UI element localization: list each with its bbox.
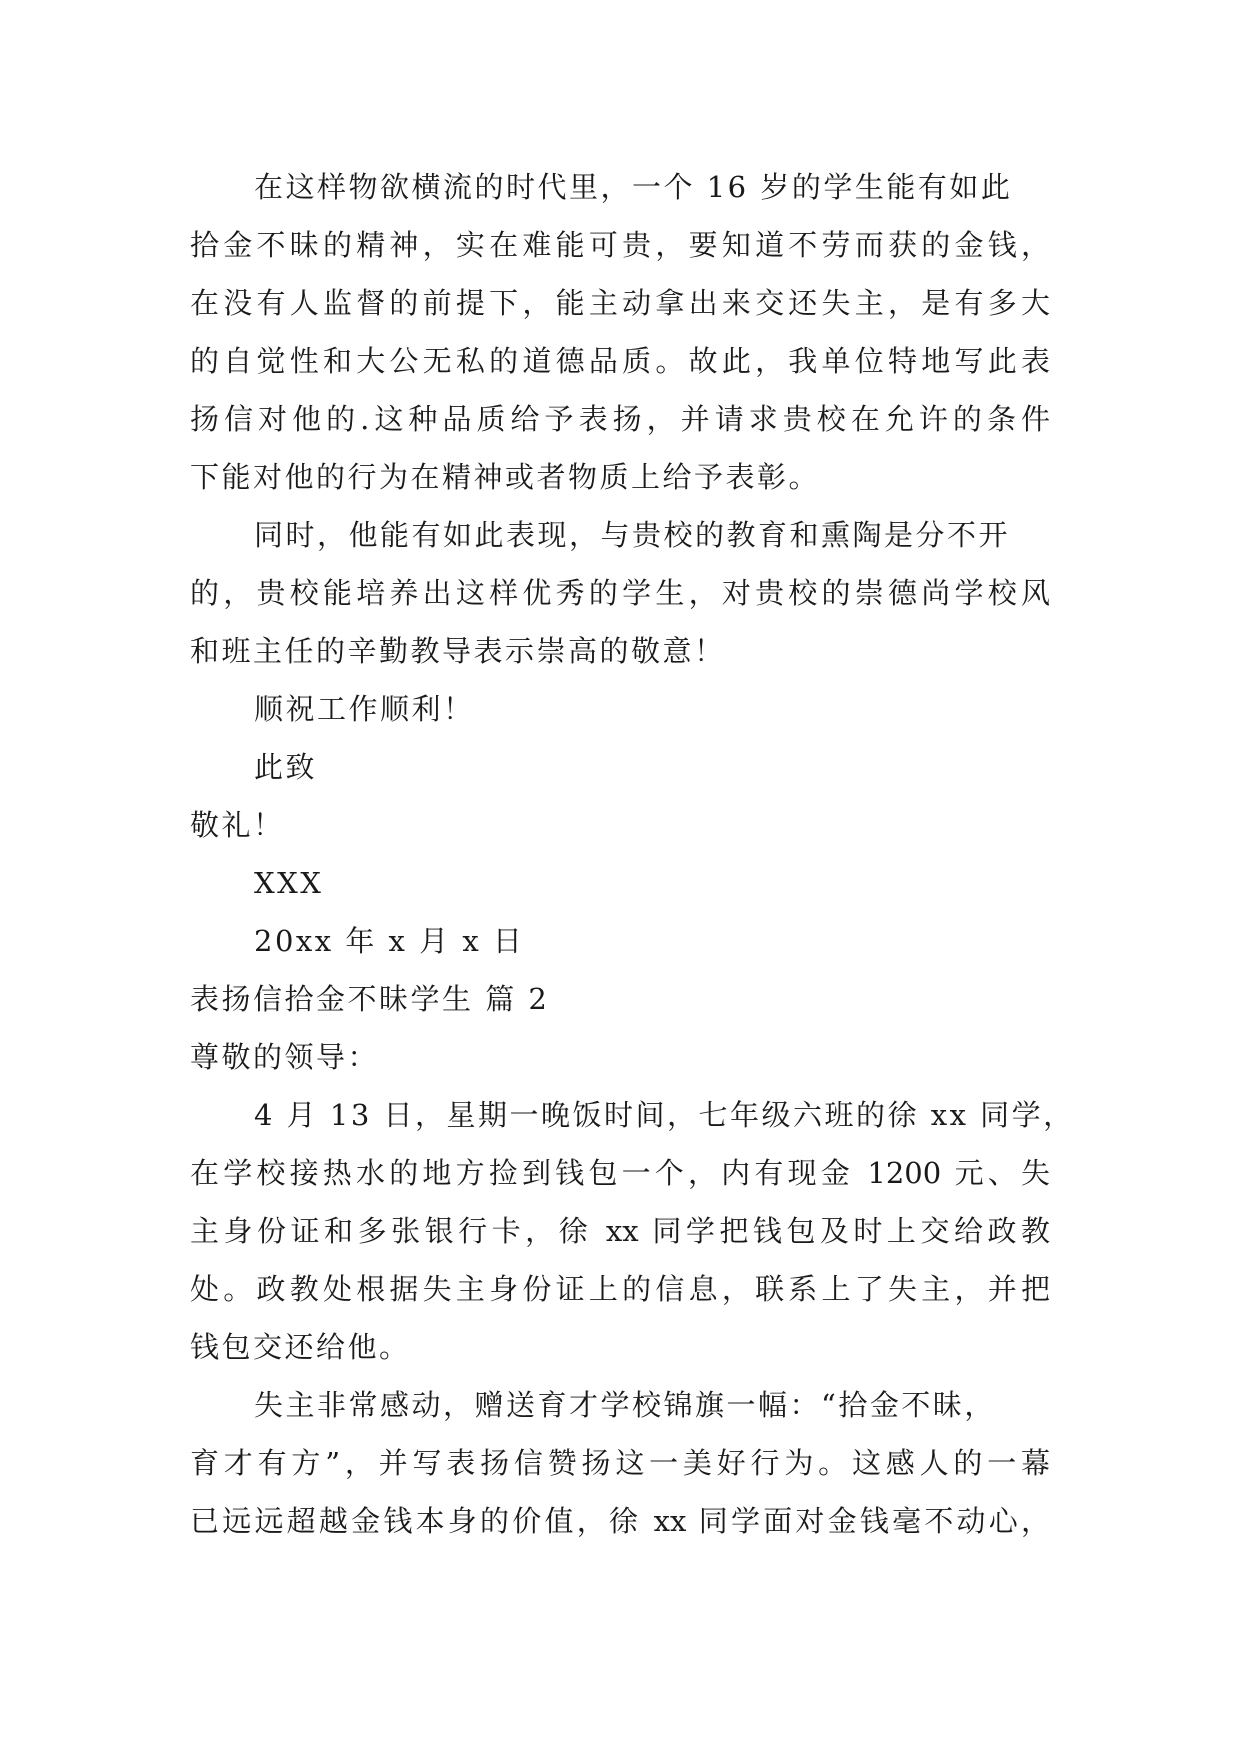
body-line: 和班主任的辛勤教导表示崇高的敬意！ <box>190 634 726 668</box>
body-line: 钱包交还给他。 <box>190 1330 411 1364</box>
body-line: 4 月 13 日，星期一晚饭时间，七年级六班的徐 xx 同学， <box>254 1098 1075 1132</box>
body-line: 的，贵校能培养出这样优秀的学生，对贵校的崇德尚学校风 <box>190 576 1050 610</box>
body-line: 扬信对他的.这种品质给予表扬，并请求贵校在允许的条件 <box>190 402 1050 436</box>
body-line: 在学校接热水的地方捡到钱包一个，内有现金 1200 元、失 <box>190 1156 1050 1190</box>
body-line: 主身份证和多张银行卡，徐 xx 同学把钱包及时上交给政教 <box>190 1214 1050 1248</box>
closing-salutation: 此致 <box>254 750 318 784</box>
body-line: 育才有方”，并写表扬信赞扬这一美好行为。这感人的一幕 <box>190 1446 1050 1480</box>
letter-greeting: 尊敬的领导： <box>190 1040 380 1074</box>
body-line: 拾金不昧的精神，实在难能可贵，要知道不劳而获的金钱， <box>190 228 1050 262</box>
body-line: 同时，他能有如此表现，与贵校的教育和熏陶是分不开 <box>254 518 1011 552</box>
closing-regards: 敬礼！ <box>190 808 285 842</box>
body-line: 在没有人监督的前提下，能主动拿出来交还失主，是有多大 <box>190 286 1050 320</box>
section-heading: 表扬信拾金不昧学生 篇 2 <box>190 982 550 1016</box>
body-line: 的自觉性和大公无私的道德品质。故此，我单位特地写此表 <box>190 344 1050 378</box>
body-line: 已远远超越金钱本身的价值，徐 xx 同学面对金钱毫不动心， <box>190 1504 1050 1538</box>
body-line: 下能对他的行为在精神或者物质上给予表彰。 <box>190 460 821 494</box>
signature-name: XXX <box>254 866 324 900</box>
closing-wish: 顺祝工作顺利！ <box>254 692 475 726</box>
body-line: 失主非常感动，赠送育才学校锦旗一幅：“拾金不昧， <box>254 1388 996 1422</box>
body-line: 在这样物欲横流的时代里，一个 16 岁的学生能有如此 <box>254 170 1013 204</box>
signature-date: 20xx 年 x 月 x 日 <box>254 924 525 958</box>
document-body <box>190 158 1075 1550</box>
body-line: 处。政教处根据失主身份证上的信息，联系上了失主，并把 <box>190 1272 1050 1306</box>
